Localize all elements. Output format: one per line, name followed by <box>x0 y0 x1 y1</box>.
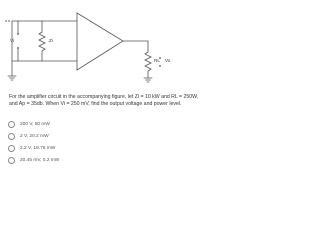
answer-option[interactable] <box>8 120 118 128</box>
vi-label: Vi <box>10 38 15 43</box>
answer-option-label: 2.2 V, 19.76 mW <box>20 145 56 151</box>
radio-button[interactable] <box>8 145 15 152</box>
radio-button[interactable] <box>8 133 15 140</box>
amplifier-triangle <box>77 13 123 70</box>
input-ground-symbol <box>8 76 16 80</box>
rl-resistor <box>145 41 151 78</box>
input-terminal-dot <box>8 20 10 22</box>
output-ground-symbol <box>144 78 152 82</box>
rl-label: RL <box>154 58 160 63</box>
answer-option-label: 2 V, 20.2 mW <box>20 133 49 139</box>
answer-option[interactable] <box>8 144 118 152</box>
zi-label: Zi <box>49 38 53 43</box>
answer-option-label: 20.45 mV, 0.2 mW <box>20 157 60 163</box>
source-terminal-dot <box>17 33 19 35</box>
radio-button[interactable] <box>8 157 15 164</box>
radio-button[interactable] <box>8 121 15 128</box>
zi-resistor <box>39 21 45 61</box>
question-text <box>9 94 199 109</box>
answer-option-label: 200 V, 50 mW <box>20 121 50 127</box>
question-line: For the amplifier circuit in the accompanying figure, let Zi = 10 kW and RL = 250W, <box>9 94 199 100</box>
vo-label: Vo <box>165 58 171 63</box>
output-terminal-dot <box>159 65 161 67</box>
answer-option[interactable] <box>8 156 118 164</box>
amplifier-circuit-diagram <box>0 0 200 92</box>
question-line: and Ap = 35db. When Vi = 250 mV, find the output voltage and power level. <box>9 101 182 108</box>
answer-option[interactable] <box>8 132 118 140</box>
source-terminal-dot <box>17 47 19 49</box>
question-card <box>0 0 200 171</box>
input-terminal-dot <box>5 20 7 22</box>
